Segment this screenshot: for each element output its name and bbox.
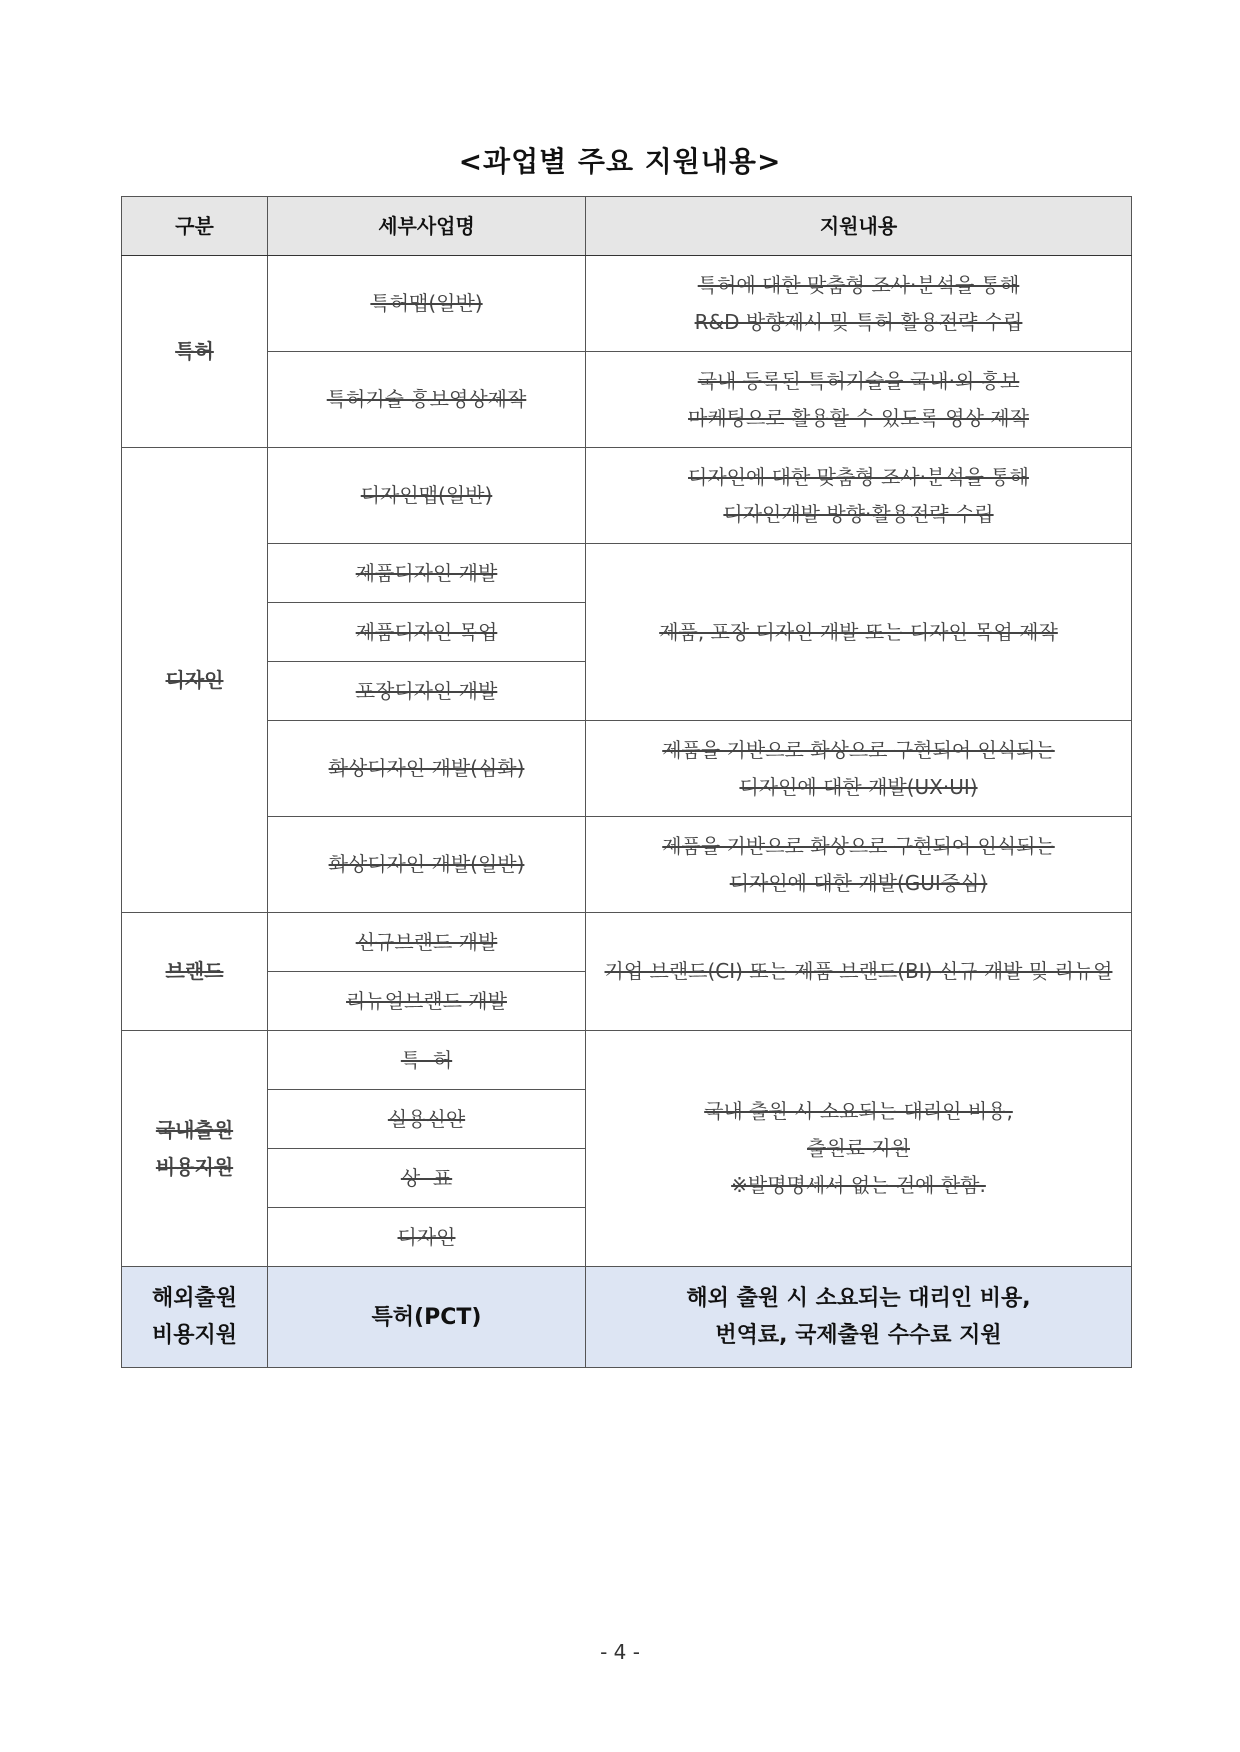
project-name: 화상디자인 개발(심화) <box>268 721 586 817</box>
table-row-overseas <box>122 1267 1132 1368</box>
project-name: 디자인맵(일반) <box>268 448 586 544</box>
table-row <box>122 544 1132 603</box>
project-name: 제품디자인 개발 <box>268 544 586 603</box>
project-content: 제품, 포장 디자인 개발 또는 디자인 목업 제작 <box>586 544 1132 721</box>
page-number: - 4 - <box>600 1640 640 1664</box>
project-content: 제품을 기반으로 화상으로 구현되어 인식되는 디자인에 대한 개발(UX·UI) <box>586 721 1132 817</box>
table-row <box>122 448 1132 544</box>
project-name: 특허기술 홍보영상제작 <box>268 352 586 448</box>
category-brand: 브랜드 <box>122 913 268 1031</box>
category-design: 디자인 <box>122 448 268 913</box>
support-content-table <box>121 196 1132 1368</box>
project-content: 국내 등록된 특허기술을 국내·외 홍보 마케팅으로 활용할 수 있도록 영상 제작 <box>586 352 1132 448</box>
category-overseas: 해외출원 비용지원 <box>122 1267 268 1368</box>
table-row <box>122 913 1132 972</box>
project-name: 상 표 <box>268 1149 586 1208</box>
header-content: 지원내용 <box>586 197 1132 256</box>
table-row <box>122 256 1132 352</box>
table-header-row <box>122 197 1132 256</box>
project-name: 리뉴얼브랜드 개발 <box>268 972 586 1031</box>
category-domestic: 국내출원 비용지원 <box>122 1031 268 1267</box>
table-row <box>122 721 1132 817</box>
project-content: 기업 브랜드(CI) 또는 제품 브랜드(BI) 신규 개발 및 리뉴얼 <box>586 913 1132 1031</box>
table-row <box>122 1031 1132 1090</box>
project-content: 특허에 대한 맞춤형 조사·분석을 통해 R&D 방향제시 및 특허 활용전략 수립 <box>586 256 1132 352</box>
project-name: 특허(PCT) <box>268 1267 586 1368</box>
project-content: 해외 출원 시 소요되는 대리인 비용, 번역료, 국제출원 수수료 지원 <box>586 1267 1132 1368</box>
project-name: 디자인 <box>268 1208 586 1267</box>
page-title: <과업별 주요 지원내용> <box>458 145 782 178</box>
project-content: 제품을 기반으로 화상으로 구현되어 인식되는 디자인에 대한 개발(GUI중심) <box>586 817 1132 913</box>
project-name: 포장디자인 개발 <box>268 662 586 721</box>
project-name: 실용신안 <box>268 1090 586 1149</box>
project-content: 디자인에 대한 맞춤형 조사·분석을 통해 디자인개발 방향·활용전략 수립 <box>586 448 1132 544</box>
category-patent: 특허 <box>122 256 268 448</box>
project-name: 특 허 <box>268 1031 586 1090</box>
table-row <box>122 352 1132 448</box>
header-project: 세부사업명 <box>268 197 586 256</box>
project-name: 제품디자인 목업 <box>268 603 586 662</box>
project-name: 특허맵(일반) <box>268 256 586 352</box>
project-content: 국내 출원 시 소요되는 대리인 비용, 출원료 지원 ※발명명세서 없는 건에 한함. <box>586 1031 1132 1267</box>
project-name: 화상디자인 개발(일반) <box>268 817 586 913</box>
header-category: 구분 <box>122 197 268 256</box>
project-name: 신규브랜드 개발 <box>268 913 586 972</box>
table-row <box>122 817 1132 913</box>
